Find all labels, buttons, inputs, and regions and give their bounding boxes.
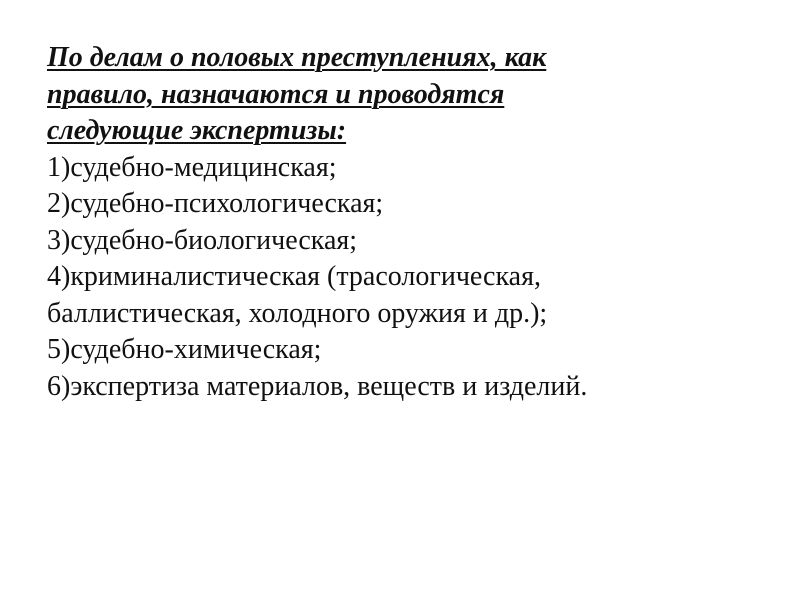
heading-line: правило, назначаются и проводятся bbox=[47, 78, 505, 110]
list-item-text: 1)судебно-медицинская; bbox=[47, 151, 337, 183]
heading-line: По делам о половых преступлениях, как bbox=[47, 42, 547, 73]
list-item bbox=[47, 223, 767, 260]
heading-line: следующие экспертизы: bbox=[47, 115, 347, 146]
slide-content bbox=[47, 40, 767, 405]
list-item bbox=[47, 369, 767, 406]
list-item-text: 6)экспертиза материалов, веществ и изделий. bbox=[47, 370, 588, 402]
list-item bbox=[47, 259, 767, 332]
list-item bbox=[47, 150, 767, 187]
list-item-text: 5)судебно-химическая; bbox=[47, 334, 322, 365]
list-item-text: 3)судебно-биологическая; bbox=[47, 224, 358, 256]
list-item-text: 2)судебно-психологическая; bbox=[47, 188, 384, 219]
expertise-list bbox=[47, 150, 767, 406]
list-item bbox=[47, 186, 767, 223]
list-item bbox=[47, 332, 767, 369]
list-item-text: баллистическая, холодного оружия и др.); bbox=[47, 297, 548, 329]
slide-heading bbox=[47, 40, 767, 150]
list-item-text: 4)криминалистическая (трасологическая, bbox=[47, 261, 541, 292]
